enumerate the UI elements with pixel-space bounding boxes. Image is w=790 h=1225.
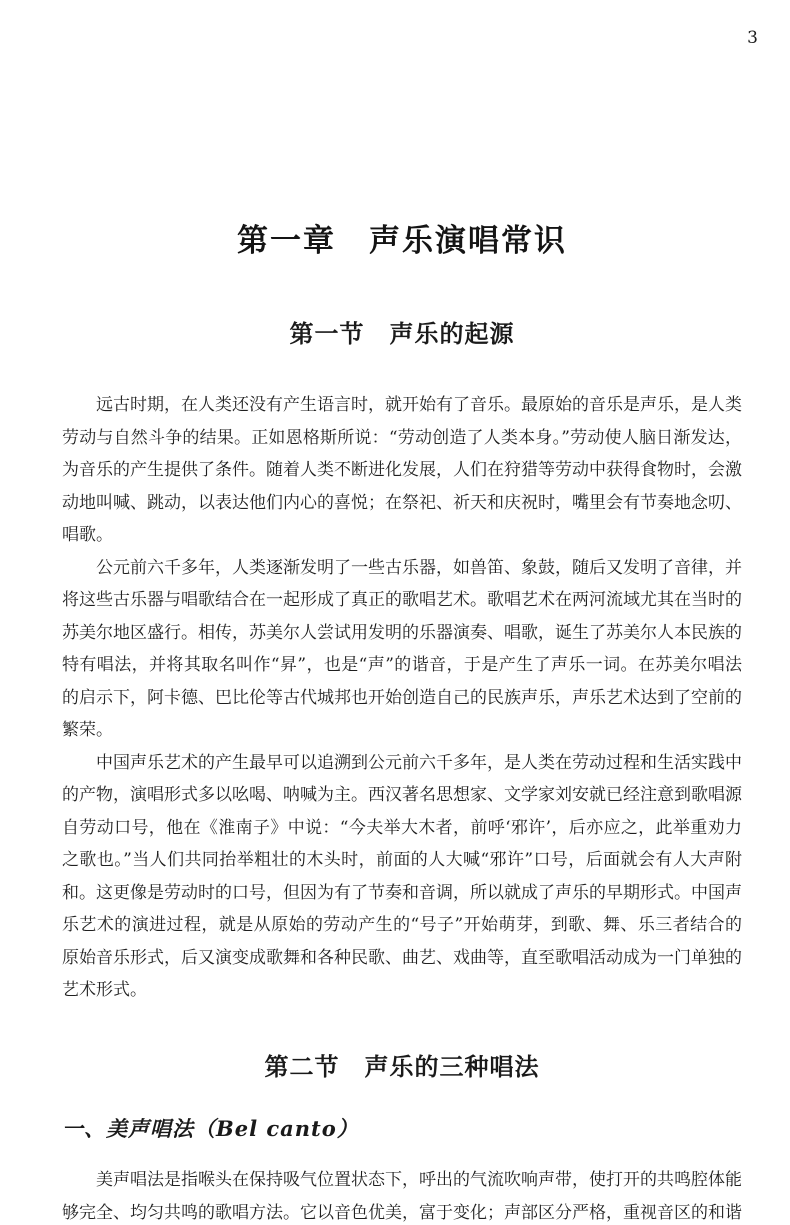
page-number: 3 xyxy=(747,28,758,48)
paragraph-origin-2: 公元前六千多年，人类逐渐发明了一些古乐器，如兽笛、象鼓，随后又发明了音律，并将这些古乐器与唱歌结合在一起形成了真正的歌唱艺术。歌唱艺术在两河流域尤其在当时的苏美尔地区盛行。相传，苏美尔人尝试用发明的乐器演奏、唱歌，诞生了苏美尔人本民族的特有唱法，并将其取名叫作“昇”，也是“声”的谐音，于是产生了声乐一词。在苏美尔唱法的启示下，阿卡德、巴比伦等古代城邦也开始创造自己的民族声乐，声乐艺术达到了空前的繁荣。 xyxy=(62,557,742,741)
section-title-singing-methods: 第二节 声乐的三种唱法 xyxy=(264,1052,540,1081)
section-title-origin: 第一节 声乐的起源 xyxy=(289,319,515,348)
chapter-title: 第一章 声乐演唱常识 xyxy=(237,223,567,259)
subsection-heading-bel-canto: 一、美声唱法（Bel canto） xyxy=(62,1116,359,1142)
paragraph-bel-canto: 美声唱法是指喉头在保持吸气位置状态下，呼出的气流吹响声带，使打开的共鸣腔体能够完全、均匀共鸣的歌唱方法。它以音色优美，富于变化；声部区分严格，重视音区的和谐 xyxy=(62,1170,742,1223)
paragraph-origin-1: 远古时期，在人类还没有产生语言时，就开始有了音乐。最原始的音乐是声乐，是人类劳动与自然斗争的结果。正如恩格斯所说：“劳动创造了人类本身。”劳动使人脑日渐发达，为音乐的产生提供了条件。随着人类不断进化发展，人们在狩猎等劳动中获得食物时，会激动地叫喊、跳动，以表达他们内心的喜悦；在祭祀、祈天和庆祝时，嘴里会有节奏地念叨、唱歌。 xyxy=(62,395,742,546)
page-content xyxy=(0,222,790,1225)
paragraph-origin-3: 中国声乐艺术的产生最早可以追溯到公元前六千多年，是人类在劳动过程和生活实践中的产物，演唱形式多以吆喝、呐喊为主。西汉著名思想家、文学家刘安就已经注意到歌唱源自劳动口号，他在《淮南子》中说：“今夫举大木者，前呼‘邪许’，后亦应之，此举重劝力之歌也。”当人们共同抬举粗壮的木头时，前面的人大喊“邪许”口号，后面就会有人大声附和。这更像是劳动时的口号，但因为有了节奏和音调，所以就成了声乐的早期形式。中国声乐艺术的演进过程，就是从原始的劳动产生的“号子”开始萌芽，到歌、舞、乐三者结合的原始音乐形式，后又演变成歌舞和各种民歌、曲艺、戏曲等，直至歌唱活动成为一门单独的艺术形式。 xyxy=(62,752,742,1001)
